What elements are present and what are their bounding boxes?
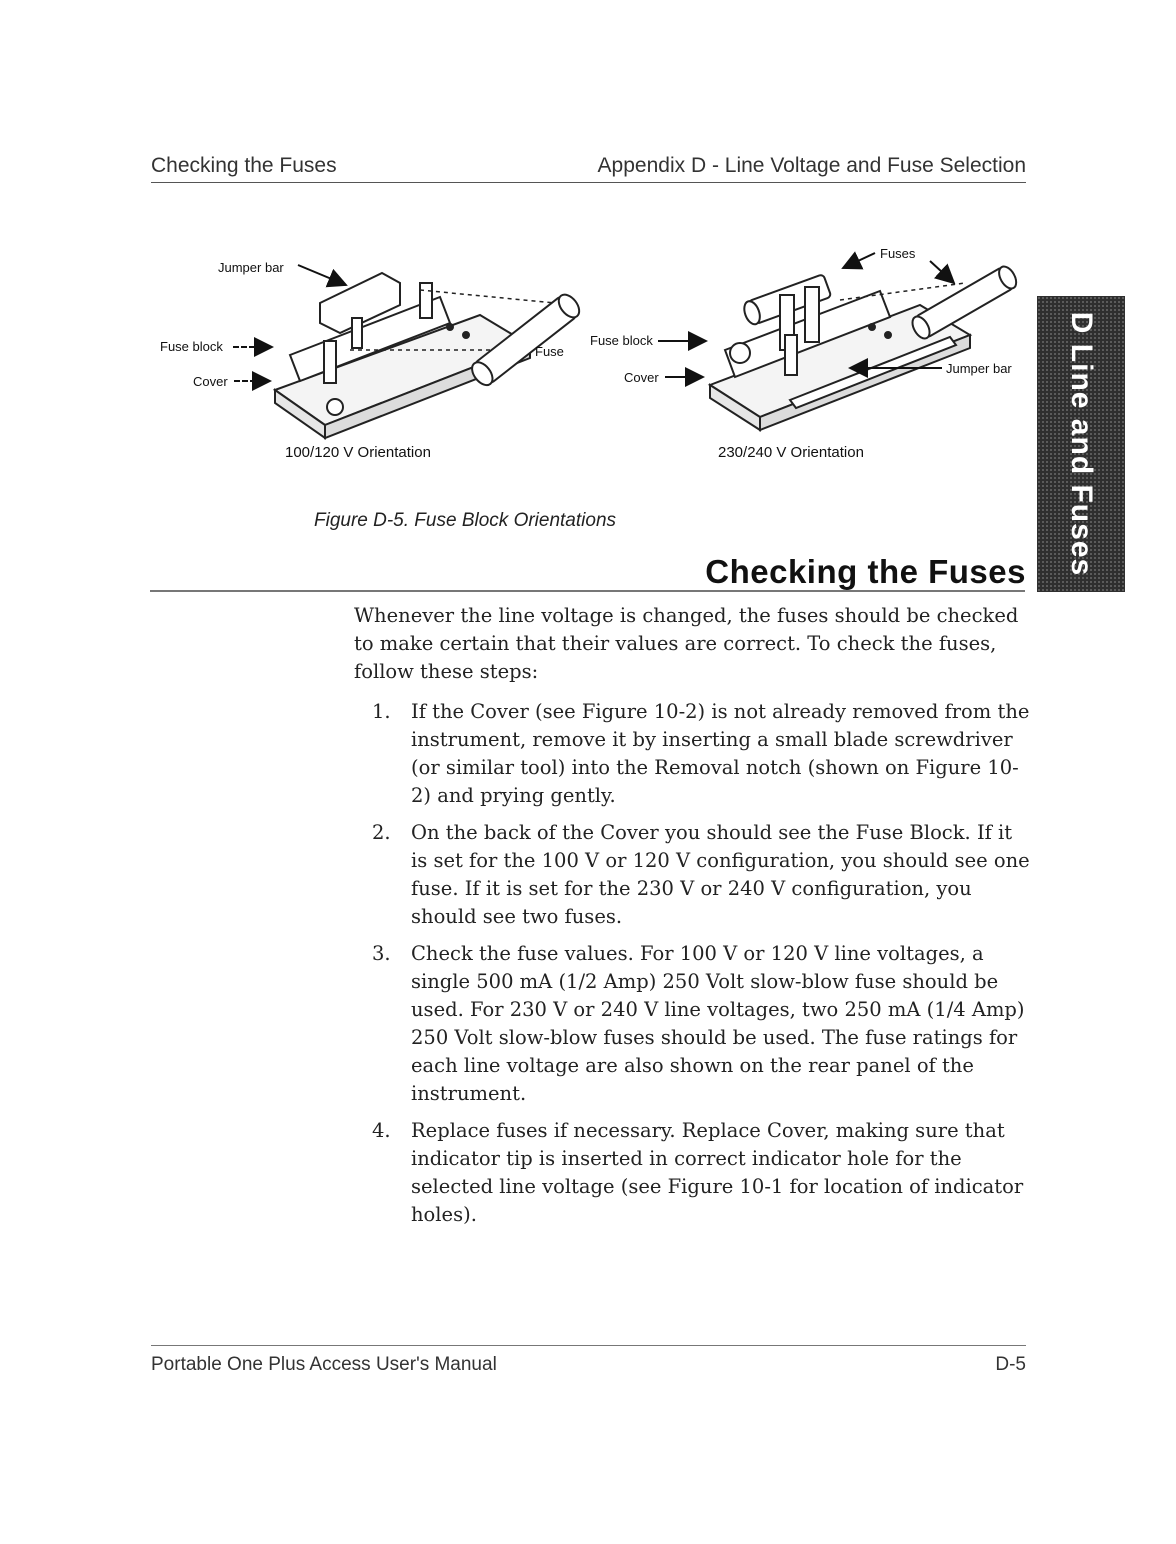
label-fuse-left: Fuse bbox=[535, 344, 564, 359]
body-text bbox=[354, 602, 1034, 1238]
section-divider bbox=[150, 590, 1025, 592]
label-cover-right: Cover bbox=[624, 370, 659, 385]
figure-caption: Figure D-5. Fuse Block Orientations bbox=[314, 510, 617, 531]
chapter-side-tab bbox=[1037, 296, 1125, 592]
list-item bbox=[354, 1117, 1034, 1229]
page-header bbox=[151, 154, 1026, 183]
list-item bbox=[354, 819, 1034, 931]
step-number: 3. bbox=[372, 942, 391, 965]
label-fuse-block-right: Fuse block bbox=[590, 333, 653, 348]
header-appendix-title: Appendix D - Line Voltage and Fuse Selection bbox=[597, 154, 1026, 177]
label-cover-left: Cover bbox=[193, 374, 228, 389]
label-fuse-block-left: Fuse block bbox=[160, 339, 223, 354]
page-number: D-5 bbox=[995, 1354, 1026, 1375]
header-section-title: Checking the Fuses bbox=[151, 154, 337, 177]
step-text: On the back of the Cover you should see the Fuse Block. If it is set for the 100 V or 120 V configuration, you should see one fuse. If it is set for the 230 V or 240 V configuration, you should see two fuses. bbox=[411, 821, 1030, 928]
fuse-block-figure bbox=[150, 235, 1030, 475]
step-number: 4. bbox=[372, 1119, 391, 1142]
list-item bbox=[354, 698, 1034, 810]
step-text: Check the fuse values. For 100 V or 120 V line voltages, a single 500 mA (1/2 Amp) 250 Volt slow-blow fuse should be used. For 230 V or 240 V line voltages, two 250 mA (1/4 Amp) 250 Volt slow-blow fuses should be used. The fuse ratings for each line voltage are also shown on the rear panel of the instrument. bbox=[411, 942, 1025, 1105]
label-jumper-bar-right: Jumper bar bbox=[946, 361, 1012, 376]
page-footer bbox=[151, 1345, 1026, 1376]
fuse-block-230-240-drawing bbox=[710, 264, 1020, 430]
label-fuses-right: Fuses bbox=[880, 246, 916, 261]
step-number: 1. bbox=[372, 700, 391, 723]
caption-230-240: 230/240 V Orientation bbox=[718, 444, 864, 461]
step-text: If the Cover (see Figure 10-2) is not already removed from the instrument, remove it by inserting a small blade screwdriver (or similar tool) into the Removal notch (shown on Figure 10-2) and prying gently. bbox=[411, 700, 1030, 807]
manual-title: Portable One Plus Access User's Manual bbox=[151, 1354, 497, 1375]
steps-list bbox=[354, 698, 1034, 1229]
step-text: Replace fuses if necessary. Replace Cover, making sure that indicator tip is inserted in correct indicator hole for the selected line voltage (see Figure 10-1 for location of indicator holes). bbox=[411, 1119, 1024, 1226]
section-heading: Checking the Fuses bbox=[705, 553, 1026, 590]
chapter-tab-label: D Line and Fuses bbox=[1065, 311, 1098, 577]
caption-100-120: 100/120 V Orientation bbox=[285, 444, 431, 461]
step-number: 2. bbox=[372, 821, 391, 844]
intro-paragraph: Whenever the line voltage is changed, the fuses should be checked to make certain that their values are correct. To check the fuses, follow these steps: bbox=[354, 604, 1019, 683]
label-jumper-bar-left: Jumper bar bbox=[218, 260, 284, 275]
list-item bbox=[354, 940, 1034, 1108]
